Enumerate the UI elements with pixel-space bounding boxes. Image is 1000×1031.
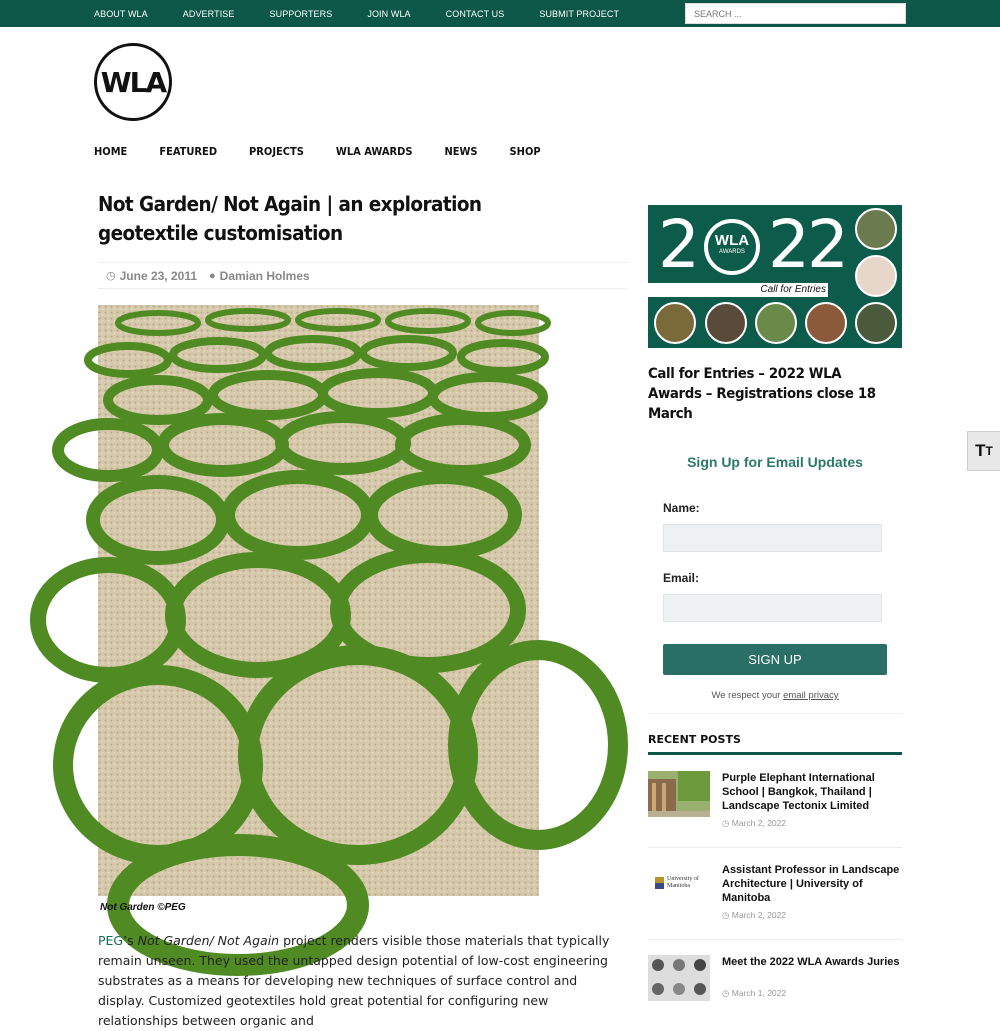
divider <box>648 847 902 848</box>
banner-photo <box>805 302 847 344</box>
banner-photo <box>705 302 747 344</box>
topnav-supporters[interactable]: SUPPORTERS <box>269 8 333 19</box>
article-author[interactable]: Damian Holmes <box>219 268 310 283</box>
text-size-icon[interactable] <box>967 431 1000 471</box>
article-body <box>98 931 623 1031</box>
post-date-text: March 2, 2022 <box>731 910 787 920</box>
clock-icon: ◷ <box>722 988 732 998</box>
signup-form <box>648 440 902 714</box>
top-nav <box>94 0 654 27</box>
privacy-link[interactable]: email privacy <box>783 690 839 701</box>
grass-pattern-image <box>98 305 539 896</box>
banner-year-right: 22 <box>768 206 846 283</box>
post-title[interactable]: Purple Elephant International School | Bangkok, Thailand | Landscape Tectonix Limited <box>722 772 875 812</box>
topnav-join[interactable]: JOIN WLA <box>367 8 411 19</box>
nav-projects[interactable]: PROJECTS <box>249 145 304 158</box>
user-icon: ● <box>209 269 216 282</box>
post-date <box>722 910 786 921</box>
banner-photo <box>654 302 696 344</box>
badge-text: WLA <box>714 232 750 249</box>
article-meta <box>98 262 628 289</box>
thumbnail-text: University of Manitoba <box>667 876 699 889</box>
post-thumbnail[interactable] <box>648 863 710 909</box>
email-label: Email: <box>663 571 700 585</box>
nav-shop[interactable]: SHOP <box>509 145 541 158</box>
post-title[interactable]: Meet the 2022 WLA Awards Juries <box>722 956 900 968</box>
topnav-about[interactable]: ABOUT WLA <box>94 8 148 19</box>
nav-featured[interactable]: FEATURED <box>159 145 218 158</box>
privacy-text: We respect your <box>711 690 784 701</box>
thumbnail-image <box>648 955 710 1001</box>
post-date-text: March 2, 2022 <box>731 818 787 828</box>
a11y-label: T <box>975 441 986 460</box>
article-title: Not Garden/ Not Again | an exploration geotextile customisation <box>98 192 482 245</box>
divider <box>648 939 902 940</box>
nav-news[interactable]: NEWS <box>444 145 478 158</box>
clock-icon: ◷ <box>722 818 732 828</box>
main-nav <box>94 145 573 158</box>
post-thumbnail[interactable] <box>648 771 710 817</box>
post-date-text: March 1, 2022 <box>731 988 787 998</box>
clock-icon: ◷ <box>722 910 732 920</box>
post-title[interactable]: Assistant Professor in Landscape Architecture | University of Manitoba <box>722 864 900 904</box>
body-italic: Not Garden/ Not Again <box>137 933 280 948</box>
banner-title[interactable]: Call for Entries – 2022 WLA Awards – Registrations close 18 March <box>648 366 876 422</box>
thumbnail-image <box>648 771 710 817</box>
banner-call-for-entries: Call for Entries <box>648 283 828 297</box>
name-field[interactable] <box>663 524 882 552</box>
banner-year-left: 2 <box>658 206 697 283</box>
body-text-rest: project renders visible those materials that typically remain unseen. They used the untapped design potential of low-cost engineering substrates as a means for developing new techniques of surface control and display. Customized geotextiles hold great potential for configuring new relationships between organic and <box>98 933 610 1028</box>
photo-caption: Not Garden ©PEG <box>100 902 186 913</box>
a11y-label-small: T <box>985 444 993 458</box>
banner-photo <box>755 302 797 344</box>
topnav-contact[interactable]: CONTACT US <box>445 8 505 19</box>
awards-banner[interactable] <box>648 205 902 348</box>
email-field[interactable] <box>663 594 882 622</box>
post-date <box>722 818 786 829</box>
privacy-note <box>648 690 902 701</box>
badge-small-text: AWARDS <box>719 249 745 255</box>
name-label: Name: <box>663 501 700 515</box>
banner-badge <box>704 219 760 275</box>
peg-link[interactable]: PEG <box>98 933 124 948</box>
top-bar <box>0 0 1000 27</box>
nav-home[interactable]: HOME <box>94 145 128 158</box>
nav-wla-awards[interactable]: WLA AWARDS <box>335 145 413 158</box>
search-input[interactable] <box>685 3 906 24</box>
clock-icon: ◷ <box>106 270 116 282</box>
recent-posts-heading: RECENT POSTS <box>648 733 902 755</box>
site-logo[interactable] <box>94 43 172 121</box>
banner-photo <box>855 302 897 344</box>
post-date <box>722 988 786 999</box>
banner-photo <box>855 208 897 250</box>
signup-button[interactable]: SIGN UP <box>663 644 887 675</box>
logo-text: WLA <box>100 65 166 99</box>
topnav-advertise[interactable]: ADVERTISE <box>182 8 235 19</box>
signup-heading: Sign Up for Email Updates <box>687 454 863 470</box>
banner-photo <box>855 255 897 297</box>
post-thumbnail[interactable] <box>648 955 710 1001</box>
article-date[interactable]: June 23, 2011 <box>119 268 197 283</box>
topnav-submit[interactable]: SUBMIT PROJECT <box>539 8 620 19</box>
article-photo <box>98 305 539 896</box>
body-text: ’s <box>123 933 138 948</box>
